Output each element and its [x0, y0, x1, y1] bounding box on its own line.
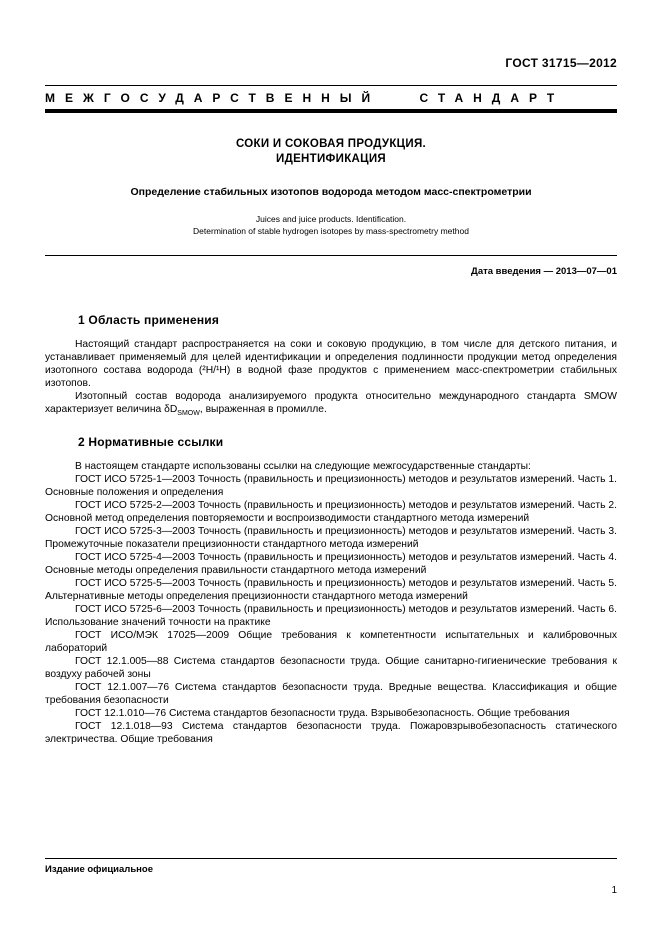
standard-type-banner: МЕЖГОСУДАРСТВЕННЫЙ СТАНДАРТ	[45, 91, 565, 105]
header-rule	[45, 85, 617, 86]
reference-item: ГОСТ 12.1.010—76 Система стандартов безопасности труда. Взрывобезопасность. Общие требования	[75, 708, 570, 719]
reference-item: ГОСТ ИСО 5725-3—2003 Точность (правильность и прецизионность) методов и результатов измерений. Часть 3. Промежуточные показатели прецизионности стандартного метода измерений	[45, 526, 617, 550]
page-content	[45, 0, 617, 746]
reference-item: ГОСТ 12.1.005—88 Система стандартов безопасности труда. Общие санитарно-гигиенические требования к воздуху рабочей зоны	[45, 656, 617, 680]
scope-paragraph-2	[45, 390, 617, 416]
reference-item: ГОСТ ИСО 5725-5—2003 Точность (правильность и прецизионность) методов и результатов измерений. Часть 5. Альтернативные методы определения прецизионности стандартного метода измерений	[45, 578, 617, 602]
reference-item: ГОСТ ИСО 5725-6—2003 Точность (правильность и прецизионность) методов и результатов измерений. Часть 6. Использование значений точности на практике	[45, 604, 617, 628]
references-intro: В настоящем стандарте использованы ссылки на следующие межгосударственные стандарты:	[75, 461, 531, 472]
doc-number: ГОСТ 31715—2012	[505, 56, 617, 70]
section-2-heading: 2 Нормативные ссылки	[78, 435, 224, 449]
doc-title-en-line-1: Juices and juice products. Identification.	[255, 214, 407, 224]
page-footer	[45, 858, 617, 896]
smow-subscript: SMOW	[177, 410, 200, 418]
banner-thick-rule	[45, 109, 617, 113]
reference-item: ГОСТ ИСО/МЭК 17025—2009 Общие требования к компетентности испытательных и калибровочных лабораторий	[45, 630, 617, 654]
doc-title-line-2: ИДЕНТИФИКАЦИЯ	[276, 153, 386, 165]
section-1-heading: 1 Область применения	[78, 313, 220, 327]
reference-item: ГОСТ 12.1.007—76 Система стандартов безопасности труда. Вредные вещества. Классификация и общие требования безопасности	[45, 682, 617, 706]
official-edition-note: Издание официальное	[45, 864, 153, 875]
doc-title-en-line-2: Determination of stable hydrogen isotopes by mass-spectrometry method	[193, 226, 469, 236]
effective-date: Дата введения — 2013—07—01	[471, 266, 617, 277]
reference-item: ГОСТ ИСО 5725-2—2003 Точность (правильность и прецизионность) методов и результатов измерений. Часть 2. Основной метод определения повторяемости и воспроизводимости стандартного метода измерений	[45, 500, 617, 524]
reference-item: ГОСТ 12.1.018—93 Система стандартов безопасности труда. Пожаровзрывобезопасность статического электричества. Общие требования	[45, 721, 617, 745]
doc-subtitle: Определение стабильных изотопов водорода методом масс-спектрометрии	[130, 186, 532, 198]
footer-rule	[45, 858, 617, 859]
date-rule	[45, 255, 617, 256]
scope-paragraph-2-tail: , выраженная в промилле.	[199, 404, 327, 415]
doc-title-ru	[45, 137, 617, 167]
scope-paragraph-1: Настоящий стандарт распространяется на соки и соковую продукцию, в том числе для детского питания, и устанавливает применяемый для целей идентификации и определения подлинности продукции метод определения изотопного состава водорода (²H/¹H) в водной фазе продуктов с применением масс-спектрометрии стабильных изотопов.	[45, 339, 617, 389]
reference-item: ГОСТ ИСО 5725-1—2003 Точность (правильность и прецизионность) методов и результатов измерений. Часть 1. Основные положения и определения	[45, 474, 617, 498]
page-number: 1	[611, 885, 617, 896]
reference-item: ГОСТ ИСО 5725-4—2003 Точность (правильность и прецизионность) методов и результатов измерений. Часть 4. Основные методы определения правильности стандартного метода измерений	[45, 552, 617, 576]
scope-paragraph-2-text: Изотопный состав водорода анализируемого продукта относительно международного стандарта SMOW характеризует величина δD	[45, 391, 617, 415]
doc-title-line-1: СОКИ И СОКОВАЯ ПРОДУКЦИЯ.	[235, 138, 427, 150]
doc-title-en	[45, 213, 617, 237]
